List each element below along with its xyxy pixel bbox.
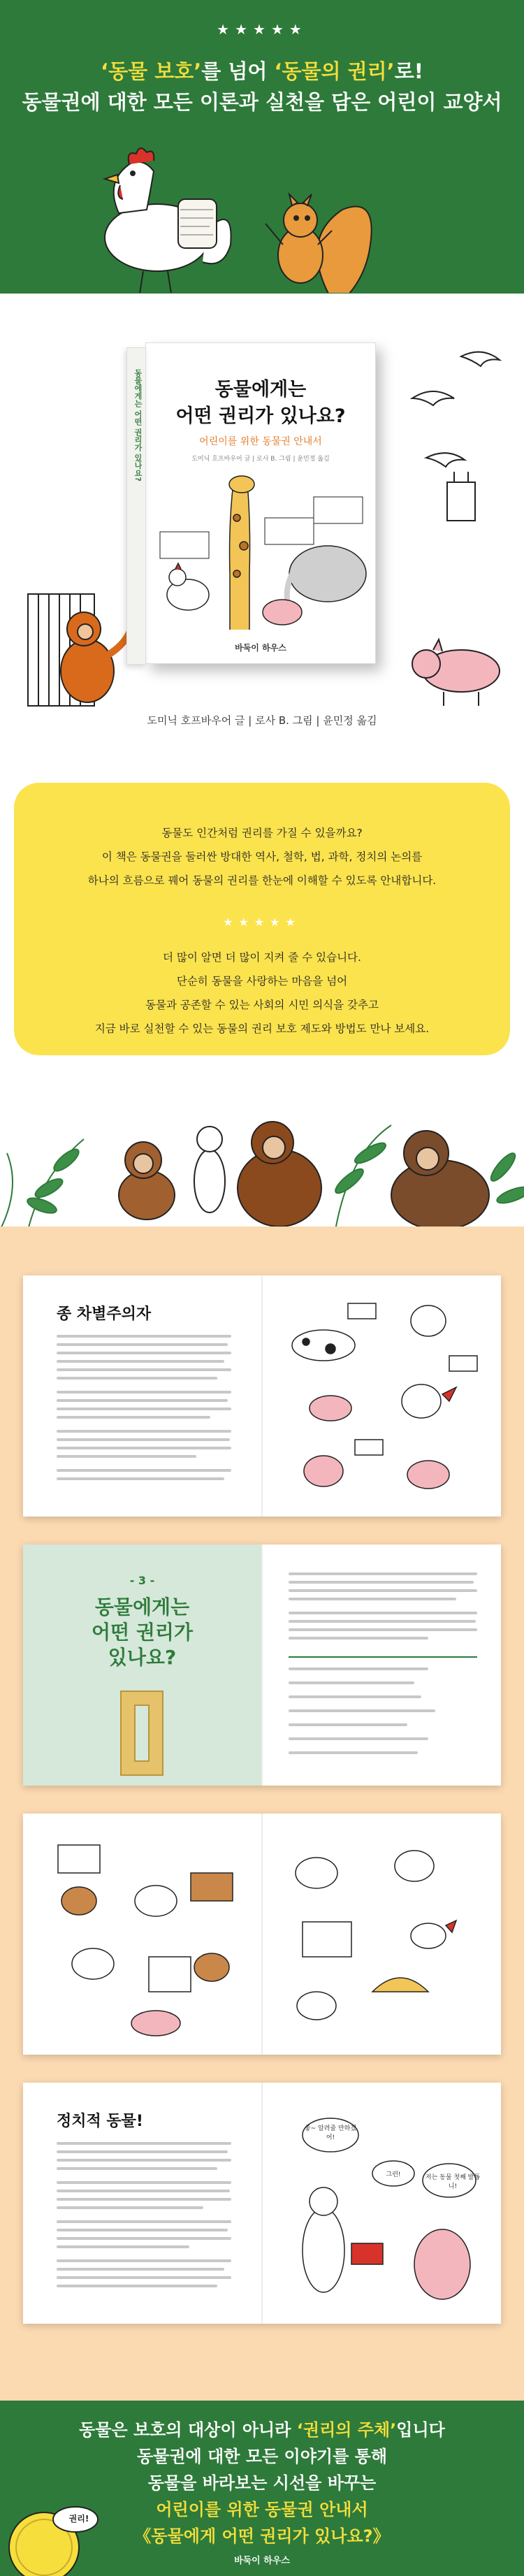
footer-line: 동물을 바라보는 시선을 바꾸는 (147, 2473, 377, 2493)
intro-line: 지금 바로 실천할 수 있는 동물의 권리 보호 제도와 방법도 만나 보세요. (94, 1022, 430, 1035)
footer-text: 입니다 (396, 2420, 445, 2440)
intro-box (14, 783, 510, 1055)
intro-line: 단순히 동물을 사랑하는 마음을 넘어 (176, 975, 348, 987)
intro-stars: ★★★★★ (223, 916, 301, 929)
speech-bubble: 저는 동물 첫째 발톱니! (425, 2174, 481, 2190)
book-publisher: 바둑이 하우스 (235, 643, 286, 653)
chapter-number: - 3 - (129, 1574, 155, 1587)
speech-bubble: 좋~ 알려줄 만하겠어! (304, 2125, 357, 2141)
small-monkey-icon (119, 1142, 175, 1220)
header-subheadline: 동물권에 대한 모든 이론과 실천을 담은 어린이 교양서 (22, 90, 502, 114)
chapter-number-art (107, 1684, 177, 1782)
spread-heading: 정치적 동물! (57, 2113, 143, 2130)
header-stars: ★★★★★ (217, 21, 307, 38)
orangutan-cage-illustration (28, 594, 133, 706)
book-spine (126, 347, 146, 665)
big-orangutan-icon (238, 1122, 321, 1227)
spread-chapter3 (23, 1544, 501, 1786)
book-subtitle: 어린이를 위한 동물권 안내서 (199, 436, 322, 447)
birds-illustration (412, 352, 500, 521)
spread-fold (261, 2083, 263, 2324)
book-credits: 도미닉 호프바우어 글 | 로사 B. 그림 | 윤민정 옮김 (147, 714, 377, 727)
spread-political (23, 2083, 501, 2324)
chapter-title (23, 1595, 261, 1670)
book-title-line2: 어떤 권리가 있나요? (175, 405, 346, 427)
header-end-text: 로! (394, 59, 423, 83)
intro-line: 하나의 흐름으로 꿰어 동물의 권리를 한눈에 이해할 수 있도록 안내합니다. (87, 874, 437, 887)
book-cover (133, 342, 376, 664)
footer-accent: 어린이를 위한 동물권 안내서 (156, 2500, 368, 2519)
intro-line: 더 많이 알면 더 많이 지켜 줄 수 있습니다. (163, 951, 361, 964)
intro-line: 동물도 인간처럼 권리를 가질 수 있을까요? (161, 827, 363, 839)
small-pig-icon (263, 600, 302, 625)
book-cover-illustration (146, 469, 377, 630)
standing-figure-icon (194, 1127, 225, 1213)
header-banner (0, 0, 524, 294)
header-headline (0, 56, 524, 85)
footer-book-title: 《동물에게 어떤 권리가 있나요?》 (134, 2526, 390, 2546)
footer-accent: ‘권리의 주체’ (296, 2420, 397, 2440)
speech-bubble: 그런! (386, 2171, 401, 2178)
header-quote-rights: ‘동물의 권리’ (274, 59, 395, 83)
spreads-section (0, 1227, 524, 2401)
squirrel-illustration (265, 194, 372, 294)
gorilla-icon (391, 1131, 489, 1230)
spread-illustrations (23, 1814, 501, 2055)
footer-line: 동물권에 대한 모든 이야기를 통해 (137, 2447, 387, 2466)
header-mid-text: 를 넘어 (201, 59, 275, 83)
footer-banner (0, 2401, 524, 2576)
intro-line: 이 책은 동물권을 둘러싼 방대한 역사, 철학, 법, 과학, 정치의 논의를 (101, 851, 423, 863)
chicken-icon (167, 563, 209, 610)
rooster-illustration (105, 148, 231, 294)
leaves-right-icon (488, 1150, 524, 1206)
header-quote-protection: ‘동물 보호’ (101, 59, 202, 83)
intro-line: 동물과 공존할 수 있는 사회의 시민 의식을 갖추고 (145, 999, 379, 1011)
footer-mascot-illustration (6, 2491, 110, 2576)
chapter-title-line1: 동물에게는 (94, 1595, 190, 1619)
spread-heading: 종 차별주의자 (57, 1305, 152, 1323)
book-cover-credit: 도미닉 호프바우어 글 | 로사 B. 그림 | 윤민정 옮김 (191, 456, 330, 463)
leaves-middle-icon (333, 1125, 391, 1230)
elephant-icon (287, 546, 366, 609)
animals-illustration (0, 1055, 524, 1230)
giraffe-icon (229, 476, 254, 630)
book-title (146, 377, 375, 430)
chapter-title-line2: 어떤 권리가 (92, 1621, 193, 1644)
footer-line (0, 2416, 524, 2440)
spread-cartoons (37, 1824, 487, 2044)
table-of-contents (289, 1656, 477, 1761)
pig-illustration (412, 639, 500, 706)
spread-fold (261, 1275, 263, 1517)
leaves-left-icon (0, 1139, 84, 1230)
footer-publisher: 바둑이 하우스 (234, 2556, 290, 2566)
spread-illustration (275, 1289, 491, 1506)
footer-text: 동물은 보호의 대상이 아니라 (79, 2420, 297, 2440)
book-title-line1: 동물에게는 (214, 379, 307, 400)
chapter-title-line3: 있나요? (108, 1646, 177, 1669)
spread-fold (261, 1544, 263, 1786)
mascot-bubble: 권리! (68, 2514, 89, 2524)
header-illustration (0, 133, 524, 294)
spread-species (23, 1275, 501, 1517)
book-spine-title: 동물에게는 어떤 권리가 있나요? (133, 369, 143, 482)
book-section (0, 294, 524, 783)
